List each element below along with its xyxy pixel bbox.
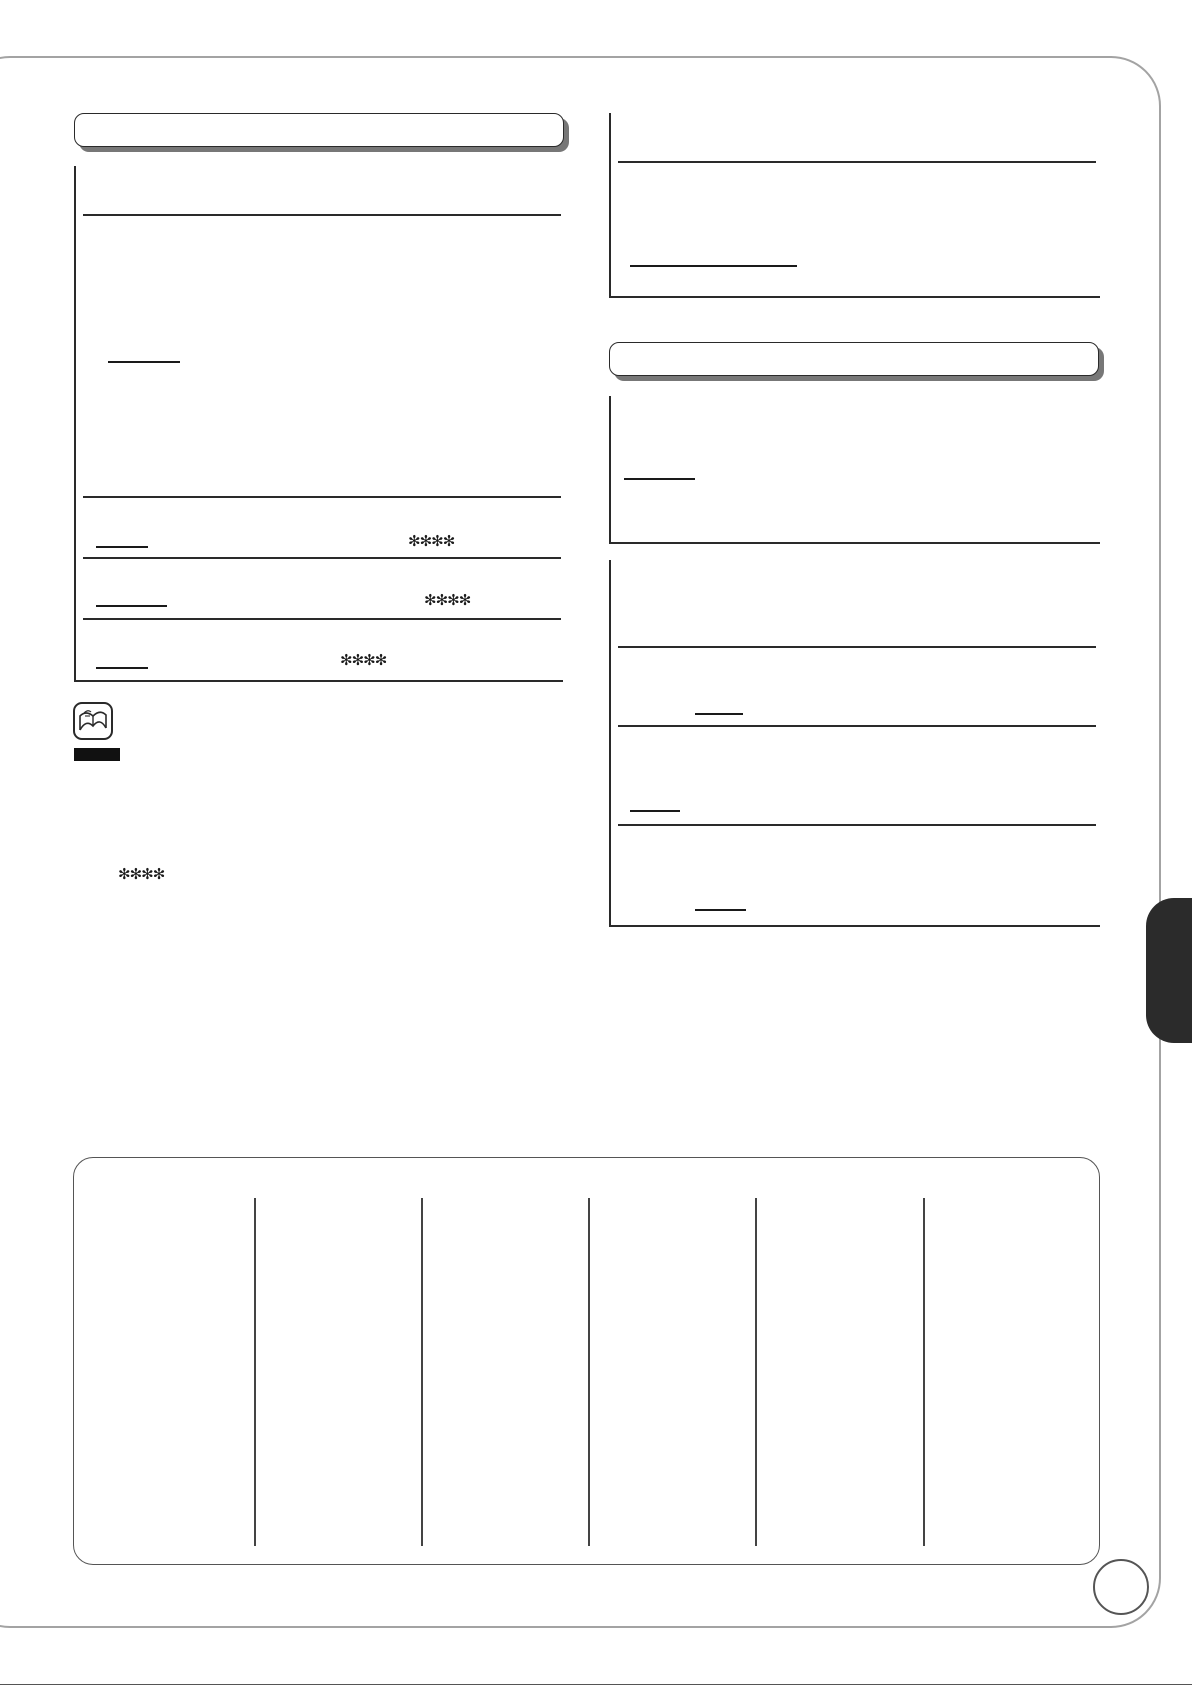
left-section-header bbox=[74, 113, 564, 147]
right-top-panel-bottom-border bbox=[609, 296, 1100, 298]
note-book-icon-graphic bbox=[75, 704, 111, 738]
right-lower-divider-2 bbox=[618, 725, 1096, 727]
masked-rating-3: ✻✻✻✻ bbox=[340, 651, 387, 669]
right-section-header bbox=[609, 342, 1099, 376]
page-number-circle bbox=[1093, 1559, 1149, 1615]
right-lower-row-2-underline bbox=[630, 810, 680, 812]
left-block-divider-1 bbox=[83, 214, 561, 216]
masked-rating-1: ✻✻✻✻ bbox=[408, 532, 455, 550]
masked-rating-2: ✻✻✻✻ bbox=[424, 591, 471, 609]
note-masked-rating: ✻✻✻✻ bbox=[118, 865, 165, 883]
right-lower-divider-1 bbox=[618, 646, 1096, 648]
right-top-underline bbox=[630, 265, 797, 267]
left-row-1-underline bbox=[96, 546, 148, 548]
glossary-column-divider-2 bbox=[421, 1198, 423, 1546]
right-middle-panel-bottom-border bbox=[609, 542, 1100, 544]
right-top-panel-border bbox=[609, 113, 611, 297]
right-middle-underline bbox=[624, 478, 695, 480]
left-row-3-underline bbox=[96, 667, 148, 669]
right-lower-row-3-underline bbox=[695, 909, 746, 911]
right-middle-panel-border bbox=[609, 396, 611, 543]
left-row-divider-2 bbox=[83, 557, 561, 559]
left-row-divider-1 bbox=[83, 496, 561, 498]
glossary-box bbox=[73, 1157, 1100, 1565]
left-row-2-underline bbox=[96, 605, 167, 607]
right-lower-panel-bottom-border bbox=[609, 925, 1100, 927]
glossary-column-divider-4 bbox=[755, 1198, 757, 1546]
left-block-1-underline bbox=[108, 361, 180, 363]
left-panel-border bbox=[74, 166, 76, 681]
chapter-side-tab bbox=[1146, 898, 1192, 1043]
right-top-divider bbox=[618, 161, 1096, 163]
left-panel-bottom-border bbox=[74, 680, 563, 682]
right-lower-panel-border bbox=[609, 560, 611, 926]
glossary-column-divider-5 bbox=[923, 1198, 925, 1546]
left-row-divider-3 bbox=[83, 618, 561, 620]
note-label-bar bbox=[74, 748, 120, 761]
glossary-column-divider-3 bbox=[588, 1198, 590, 1546]
note-book-icon bbox=[73, 702, 113, 740]
right-lower-divider-3 bbox=[618, 824, 1096, 826]
right-lower-row-1-underline bbox=[695, 713, 743, 715]
glossary-column-divider-1 bbox=[254, 1198, 256, 1546]
